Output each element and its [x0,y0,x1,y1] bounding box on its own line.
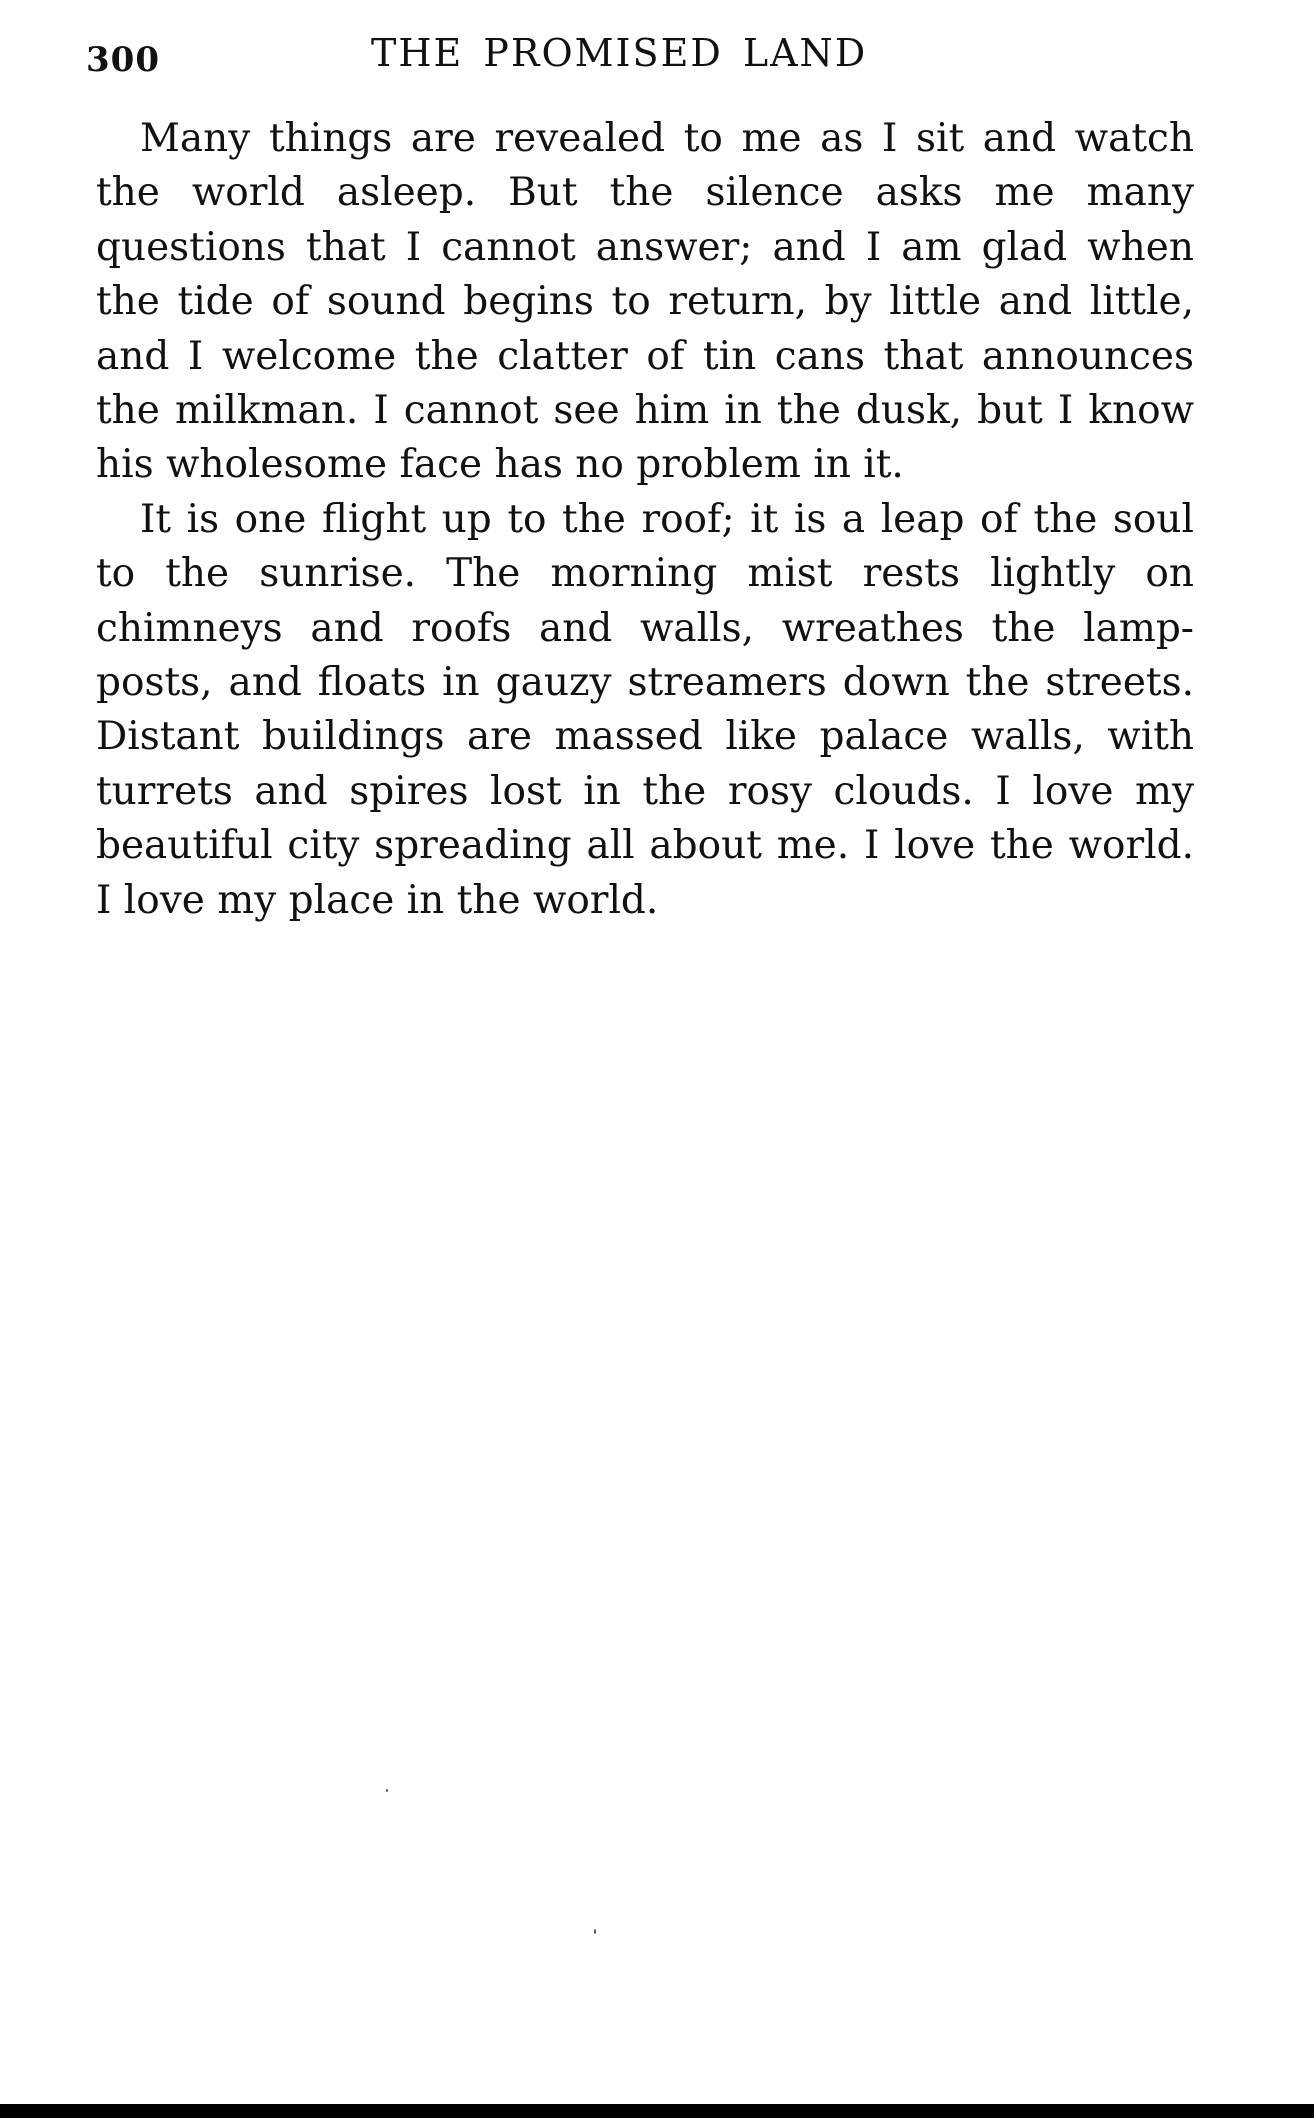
scan-speck [386,1789,388,1792]
paragraph-1: Many things are revealed to me as I sit and watch the world asleep. But the silence asks me many questions that I cannot answer; and I am glad when the tide of sound begins to return, by little and little, and I welcome the clatter of tin cans that announces the milkman. I cannot see him in the dusk, but I know his wholesome face has no problem in it. [96,116,1194,488]
page-number: 300 [86,40,160,80]
running-title: THE PROMISED LAND [371,31,868,75]
body-text [96,112,1194,928]
running-head [86,28,1196,84]
scan-bottom-edge [0,2104,1314,2118]
paragraph-2: It is one flight up to the roof; it is a leap of the soul to the sunrise. The morning mist rests lightly on chimneys and roofs and walls, wreathes the lamp-posts, and floats in gauzy streamers down the streets. Distant buildings are massed like palace walls, with turrets and spires lost in the rosy clouds. I love my beautiful city spreading all about me. I love the world. I love my place in the world. [96,496,1194,923]
scan-speck [594,1929,596,1934]
